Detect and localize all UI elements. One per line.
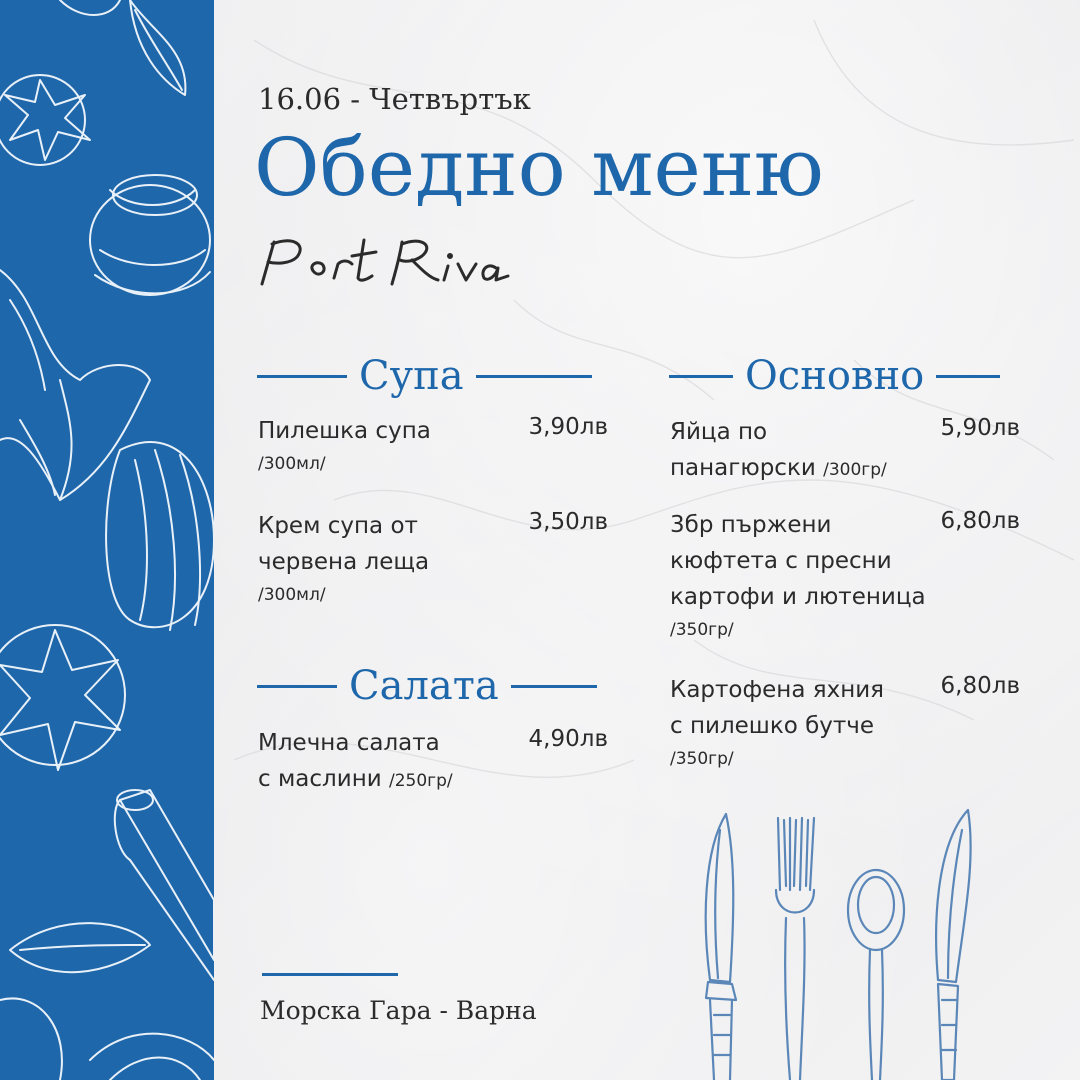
item-name: Картофена яхния с пилешко бутче [670,677,885,739]
footer-divider [262,973,398,976]
item-portion: /300мл/ [258,454,326,474]
menu-item-meatballs [670,507,926,645]
item-name: Крем супа от червена леща [258,513,430,575]
item-price: 3,90лв [528,414,608,440]
item-portion: /300мл/ [258,585,326,605]
divider-line [511,685,597,688]
item-name: Яйца по [670,419,768,445]
item-price: 5,90лв [940,415,1020,441]
item-portion: /350гр/ [670,620,734,640]
menu-item-eggs [670,414,887,488]
item-name: 3бр пържени кюфтета с пресни картофи и лютеница [670,512,926,610]
brand-logo [252,222,512,302]
section-label-main: Основно [745,353,925,399]
section-header-main [669,353,1000,399]
item-price: 6,80лв [940,673,1020,699]
divider-line [257,375,347,378]
divider-line [669,375,733,378]
item-portion: /300гр/ [823,460,887,480]
menu-item-lentil-soup [258,508,429,610]
item-name: Пилешка супа [258,418,431,444]
divider-line [476,375,592,378]
item-price: 3,50лв [528,509,608,535]
item-portion: /350гр/ [670,749,734,769]
food-sketch-pattern-icon [0,0,214,1080]
divider-line [257,685,337,688]
divider-line [936,375,1000,378]
item-name-line2: панагюрски [670,455,816,481]
menu-item-potato-stew [670,672,884,774]
item-price: 4,90лв [528,726,608,752]
section-label-soup: Супа [359,353,464,399]
item-name: Млечна салата [258,730,440,756]
sidebar-food-pattern [0,0,214,1080]
cutlery-icon [690,800,1010,1080]
menu-date: 16.06 - Четвъртък [258,82,531,116]
section-header-soup [257,353,592,399]
menu-item-chicken-soup [258,413,431,479]
item-name-line2: с маслини [258,766,382,792]
item-portion: /250гр/ [389,771,453,791]
section-header-salad [257,663,597,709]
section-label-salad: Салата [349,663,499,709]
footer-location: Морска Гара - Варна [260,996,537,1025]
page-title: Обедно меню [254,121,824,214]
menu-item-salad [258,725,453,799]
item-price: 6,80лв [940,508,1020,534]
